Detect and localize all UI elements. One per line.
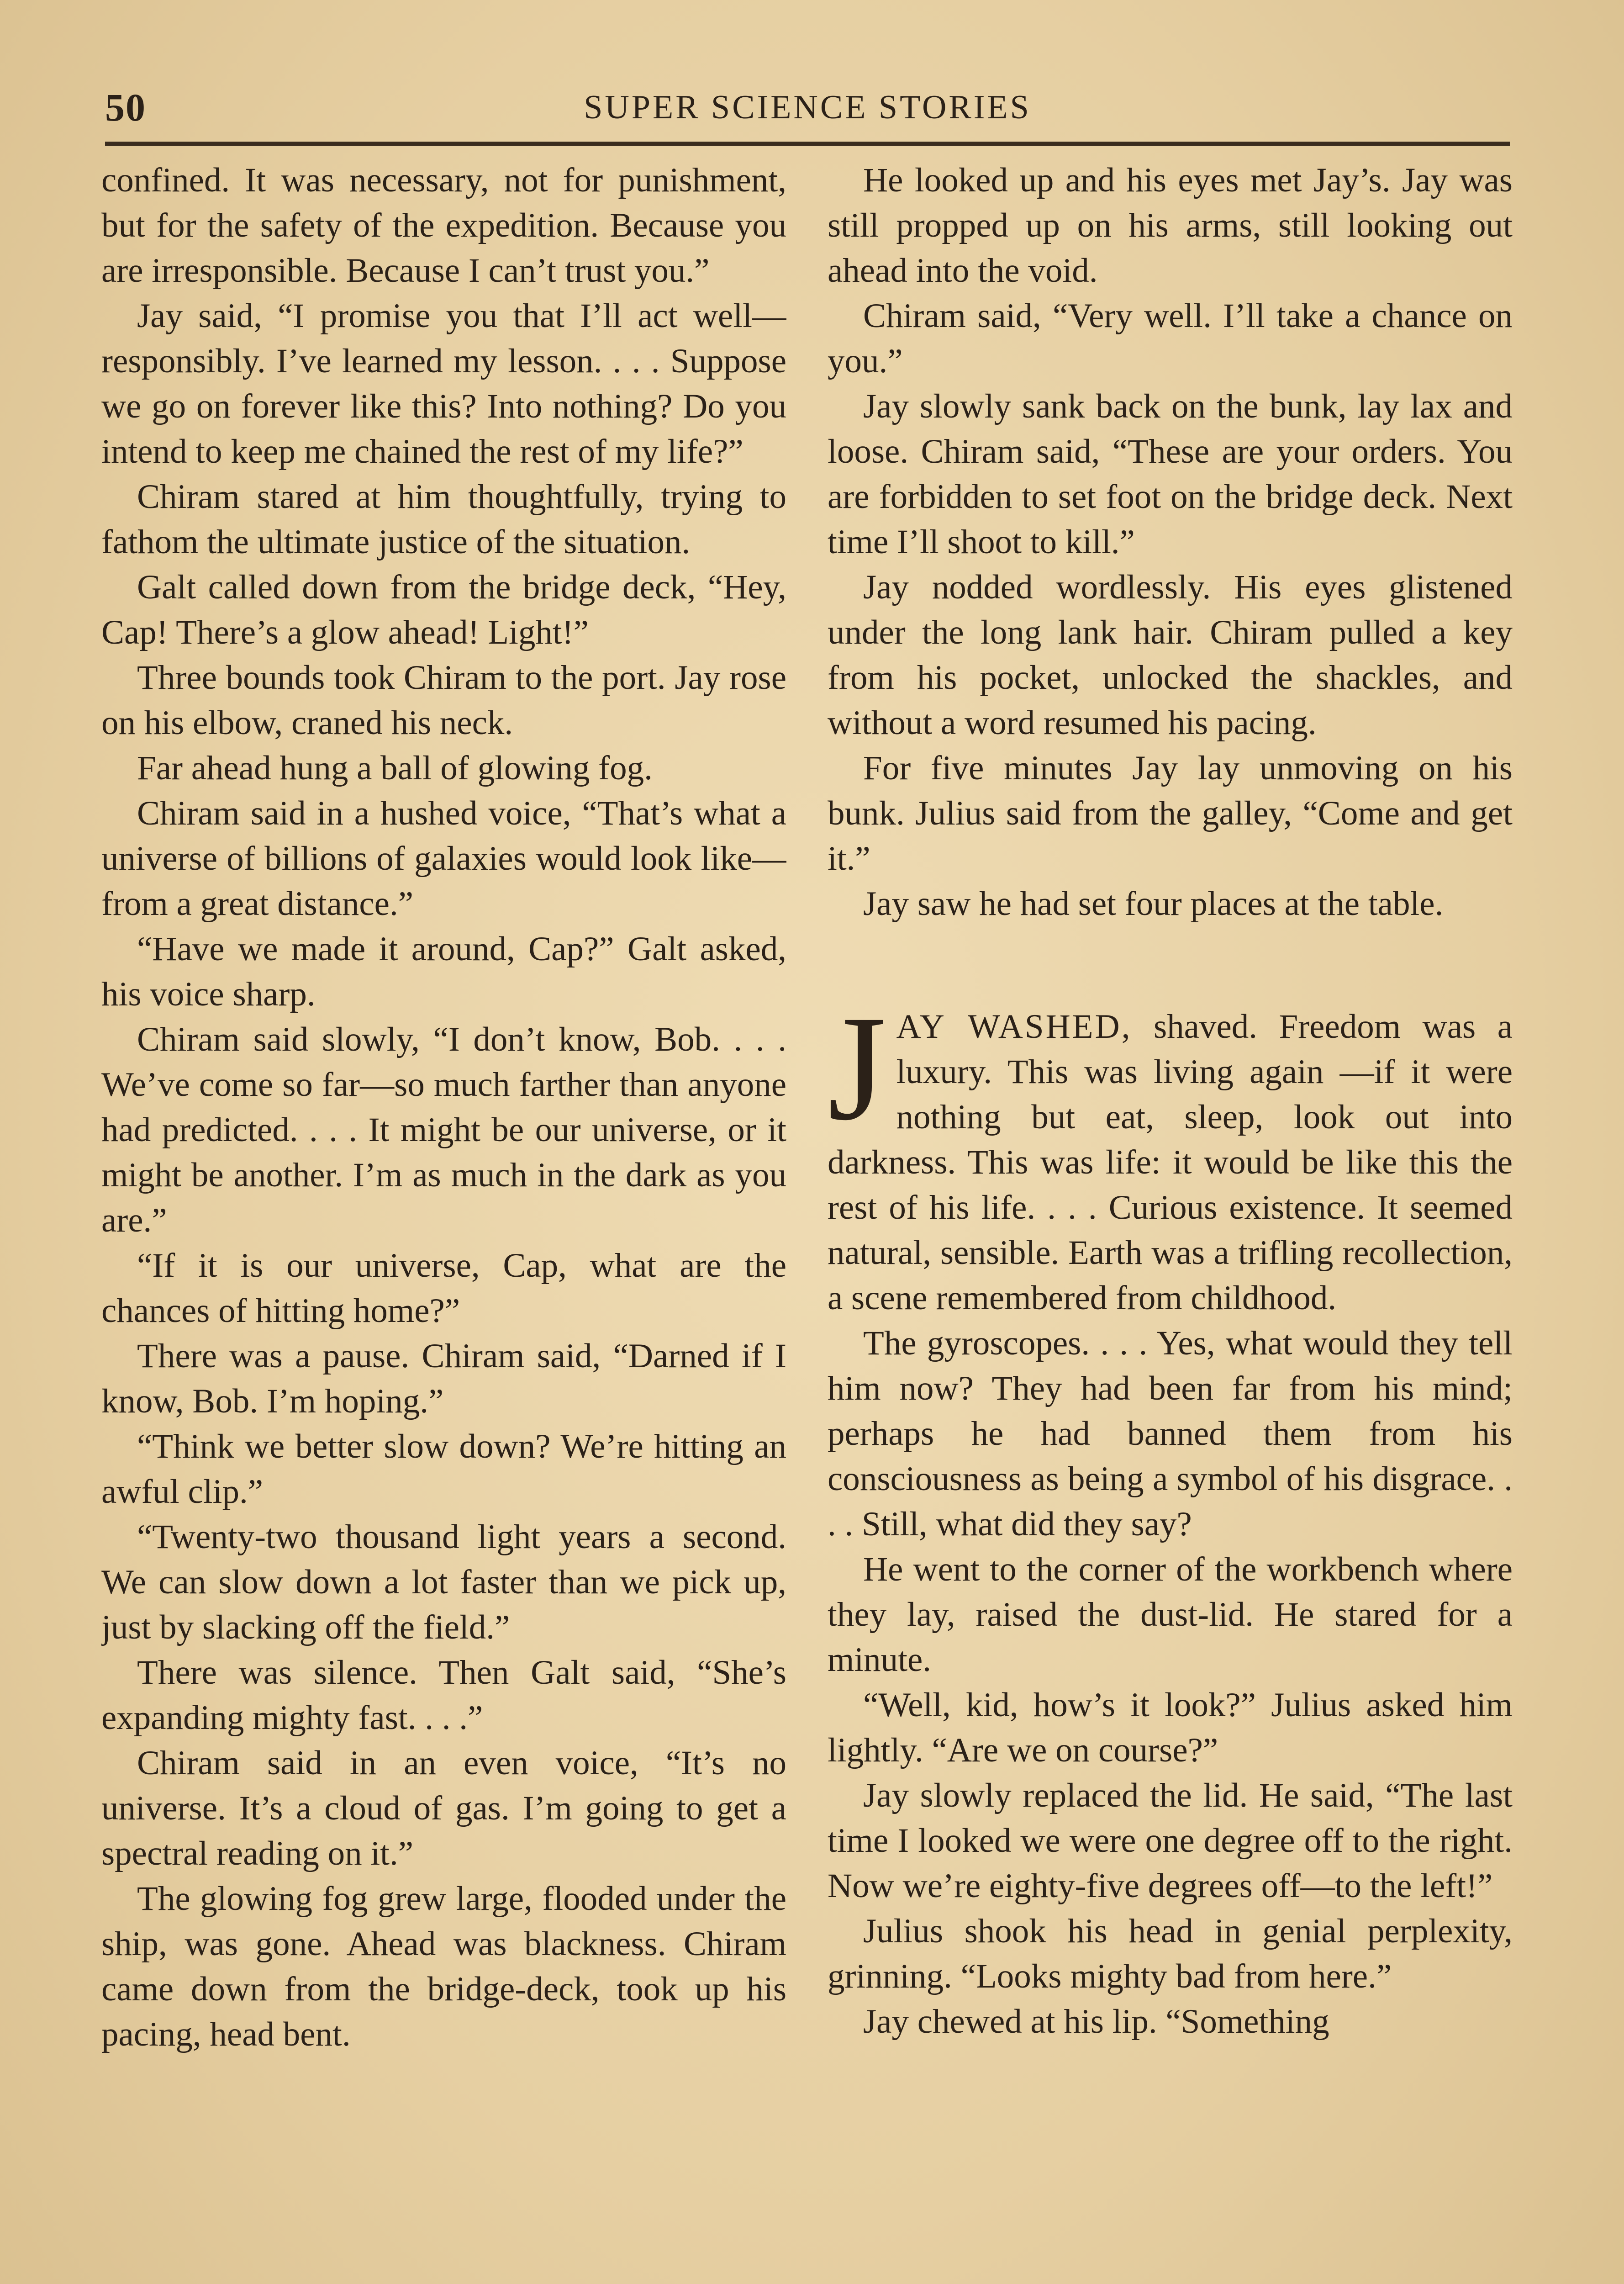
paragraph: Jay saw he had set four places at the table.	[863, 885, 1444, 923]
paragraph: “Well, kid, how’s it look?” Julius asked him lightly. “Are we on course?”	[828, 1686, 1513, 1769]
paragraph: There was a pause. Chiram said, “Darned if I know, Bob. I’m hoping.”	[101, 1337, 786, 1420]
header-rule	[105, 142, 1510, 146]
paragraph: Chiram said slowly, “I don’t know, Bob. . . . We’ve come so far—so much farther than anyone had predicted. . . . It might be our universe, or it might be another. I’m as much in the dark as you are.”	[101, 1020, 786, 1239]
paragraph: For five minutes Jay lay unmoving on his bunk. Julius said from the galley, “Come and get it.”	[828, 749, 1513, 878]
paragraph: Far ahead hung a ball of glowing fog.	[137, 749, 653, 787]
paragraph: “Twenty-two thousand light years a second. We can slow down a lot faster than we pick up, just by slacking off the field.”	[101, 1518, 786, 1646]
section-text: shaved. Freedom was a luxury. This was living again —if it were nothing but eat, sleep, look out into darkness. This was life: it would be like this the rest of his life. . . . Curious existence. It seemed natural, sensible. Earth was a trifling recollection, a scene remembered from childhood.	[828, 1008, 1513, 1317]
drop-cap: J	[828, 985, 886, 1152]
left-column	[101, 158, 786, 2284]
paragraph: There was silence. Then Galt said, “She’s expanding mighty fast. . . .”	[101, 1654, 786, 1737]
paragraph: Three bounds took Chiram to the port. Jay rose on his elbow, craned his neck.	[101, 659, 786, 742]
paragraph: Julius shook his head in genial perplexity, grinning. “Looks mighty bad from here.”	[828, 1912, 1513, 1995]
paragraph: Jay slowly replaced the lid. He said, “The last time I looked we were one degree off to the right. Now we’re eighty-five degrees off—to the left!”	[828, 1776, 1513, 1905]
paragraph: The glowing fog grew large, flooded under the ship, was gone. Ahead was blackness. Chiram came down from the bridge-deck, took up his pacing, head bent.	[101, 1880, 786, 2053]
paragraph: Chiram stared at him thoughtfully, trying to fathom the ultimate justice of the situation.	[101, 478, 786, 561]
paragraph: The gyroscopes. . . . Yes, what would they tell him now? They had been far from his mind; perhaps he had banned them from his consciousness as being a symbol of his disgrace. . . . Still, what did they say?	[828, 1324, 1513, 1543]
paragraph: Chiram said in an even voice, “It’s no universe. It’s a cloud of gas. I’m going to get a spectral reading on it.”	[101, 1744, 786, 1872]
page-header	[105, 85, 1510, 139]
paragraph: confined. It was necessary, not for punishment, but for the safety of the expedition. Because you are irresponsible. Because I can’t trust you.”	[101, 161, 786, 290]
paragraph: “Have we made it around, Cap?” Galt asked, his voice sharp.	[101, 930, 786, 1013]
paragraph: “Think we better slow down? We’re hitting an awful clip.”	[101, 1428, 786, 1511]
page-number: 50	[105, 85, 146, 129]
section-opening-paragraph	[828, 985, 1513, 1321]
paragraph: He went to the corner of the workbench where they lay, raised the dust-lid. He stared for a minute.	[828, 1550, 1513, 1679]
paragraph: Jay nodded wordlessly. His eyes glistened under the long lank hair. Chiram pulled a key from his pocket, unlocked the shackles, and without a word resumed his pacing.	[828, 568, 1513, 742]
paragraph: Jay slowly sank back on the bunk, lay lax and loose. Chiram said, “These are your orders. You are forbidden to set foot on the bridge deck. Next time I’ll shoot to kill.”	[828, 387, 1513, 561]
paragraph: He looked up and his eyes met Jay’s. Jay was still propped up on his arms, still looking out ahead into the void.	[828, 161, 1513, 290]
paragraph: Galt called down from the bridge deck, “Hey, Cap! There’s a glow ahead! Light!”	[101, 568, 786, 651]
lead-in-caps: AY WASHED,	[896, 1008, 1132, 1046]
paragraph: Chiram said in a hushed voice, “That’s what a universe of billions of galaxies would look like—from a great distance.”	[101, 794, 786, 923]
right-column	[828, 158, 1513, 2284]
paragraph: Chiram said, “Very well. I’ll take a chance on you.”	[828, 297, 1513, 380]
running-head: SUPER SCIENCE STORIES	[584, 89, 1031, 126]
paragraph: Jay said, “I promise you that I’ll act well—responsibly. I’ve learned my lesson. . . . Suppose we go on forever like this? Into nothing? Do you intend to keep me chained the rest of my life?”	[101, 297, 786, 471]
paragraph: Jay chewed at his lip. “Something	[863, 2003, 1329, 2041]
paragraph: “If it is our universe, Cap, what are the chances of hitting home?”	[101, 1247, 786, 1330]
